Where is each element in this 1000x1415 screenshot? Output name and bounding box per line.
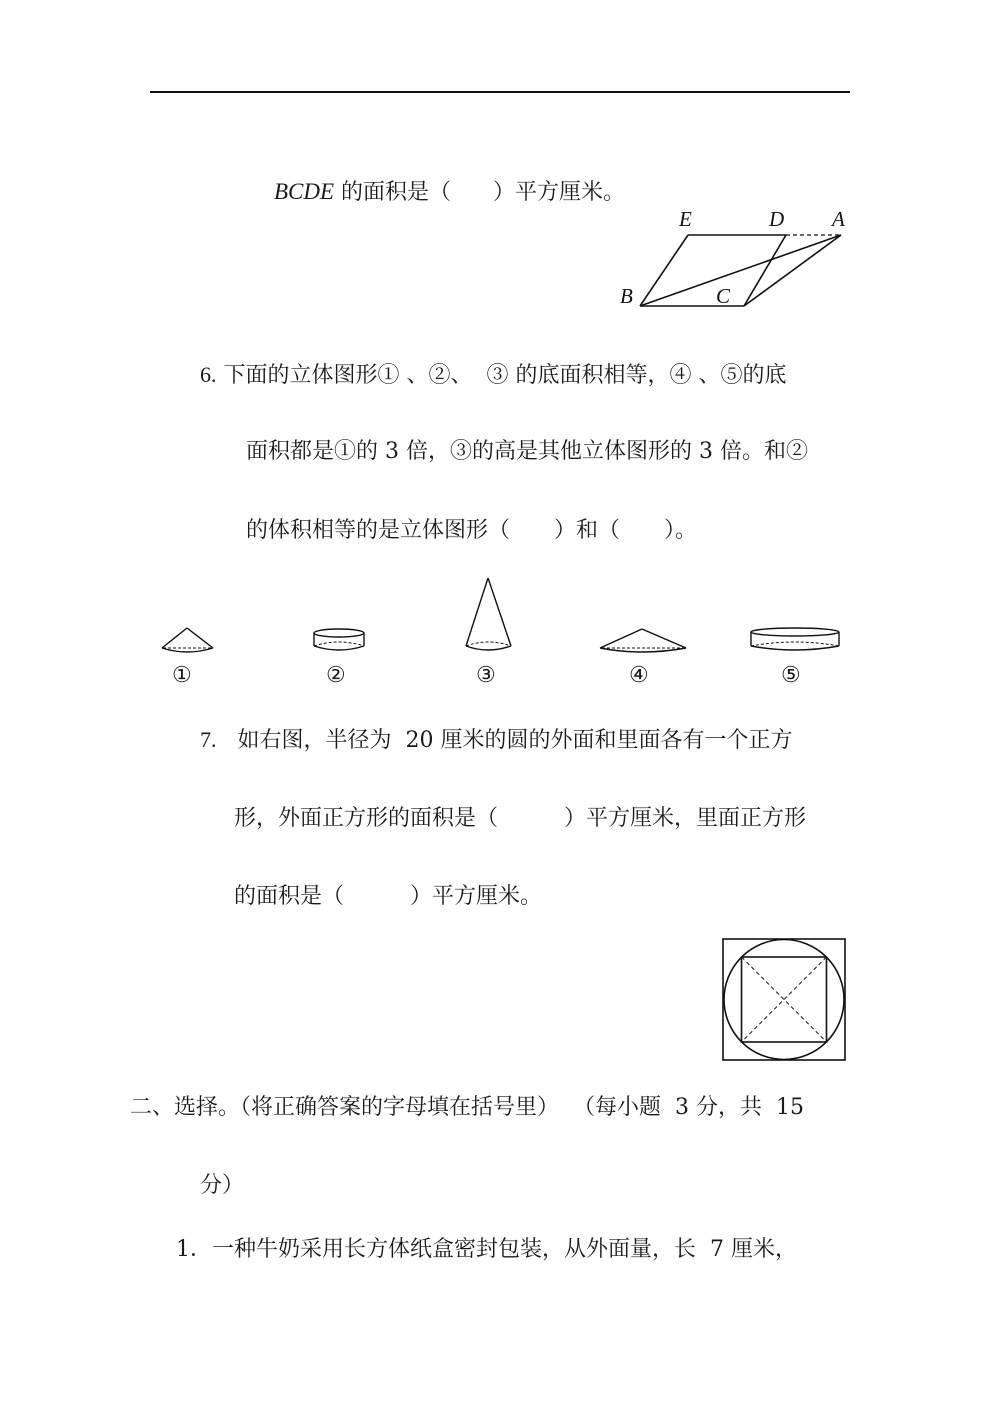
q5-text-close: ）平方厘米。: [493, 180, 626, 205]
q6-line-2: 面积都是①的 3 倍，③的高是其他立体图形的 3 倍。和②: [246, 439, 808, 464]
q7-line-3-b: ）平方厘米。: [410, 884, 543, 909]
q7-line-2-a: 形，外面正方形的面积是（: [234, 806, 499, 831]
solids-figure: [150, 572, 860, 662]
choice-1-text: 1．一种牛奶采用长方体纸盒密封包装，从外面量，长 7 厘米，: [176, 1237, 797, 1262]
label-A: A: [832, 207, 845, 231]
q7-line-3: [234, 882, 542, 912]
segment-CA: [744, 235, 841, 306]
diagonal-2: [742, 957, 827, 1042]
shape-label-5: ⑤: [781, 663, 801, 688]
diagonal-1: [742, 957, 827, 1042]
solid-4-wide-cone: [600, 629, 686, 652]
label-E: E: [679, 207, 692, 231]
shape-label-1: ①: [172, 663, 192, 688]
q6-line-1: [200, 360, 786, 391]
q7-line-3-a: 的面积是（: [234, 884, 345, 909]
q6-line-3-a: 的体积相等的是立体图形（: [246, 518, 511, 543]
shape-label-3: ③: [476, 663, 496, 688]
q6-line-3-c: ）。: [664, 518, 698, 543]
q7-line-2: [234, 804, 806, 834]
q5-figure-name: BCDE: [273, 179, 335, 204]
header-rule: [150, 91, 850, 93]
q5-text-line: [246, 147, 625, 238]
label-C: C: [716, 284, 731, 308]
segment-BA: [640, 235, 841, 306]
solid-1-cone: [162, 628, 213, 652]
parallelogram-figure: [610, 200, 860, 315]
shape-label-2: ②: [326, 663, 346, 688]
inner-square: [742, 957, 827, 1042]
solid-3-tall-cone: [466, 578, 511, 650]
circle-squares-figure: [720, 936, 850, 1064]
q6-line-3-b: ）和（: [554, 518, 621, 543]
q7-line-1: [200, 725, 792, 756]
q7-line-1-text: 如右图，半径为 20 厘米的圆的外面和里面各有一个正方: [237, 728, 793, 753]
q6-number: 6.: [200, 362, 217, 387]
q5-text-part: 的面积是（: [334, 180, 452, 205]
shape-label-4: ④: [629, 663, 649, 688]
segment-BE: [640, 235, 688, 306]
section-2-heading: 二、选择。（将正确答案的字母填在括号里） （每小题 3 分，共 15: [130, 1095, 804, 1120]
solid-2-cylinder: [314, 629, 364, 650]
q7-line-2-b: ）平方厘米，里面正方形: [564, 806, 807, 831]
q6-line-3: [246, 516, 697, 546]
label-D: D: [769, 207, 785, 231]
q6-line-1-text: 下面的立体图形① 、②、 ③ 的底面积相等，④ 、⑤的底: [223, 363, 787, 388]
label-B: B: [620, 284, 633, 308]
q7-number: 7.: [200, 727, 217, 752]
segment-CD: [744, 235, 786, 306]
solid-5-wide-cylinder: [751, 628, 839, 650]
section-2-heading-cont: 分）: [200, 1173, 245, 1198]
